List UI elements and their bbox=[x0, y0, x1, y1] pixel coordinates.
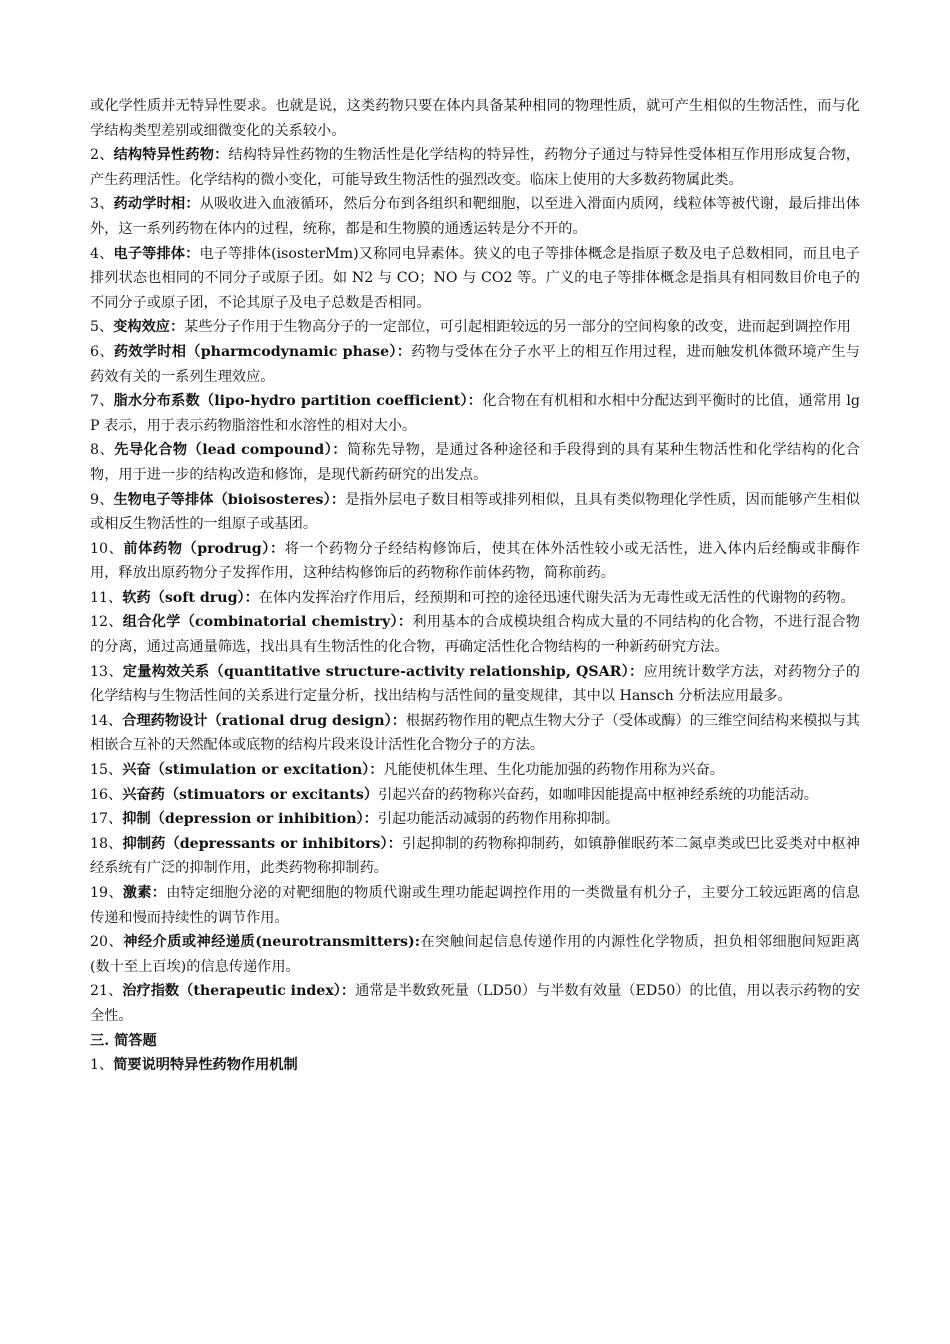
definition-text: 在突触间起信息传递作用的内源性化学物质，担负相邻细胞间短距离(数十至上百埃)的信息传递作用。 bbox=[90, 934, 860, 975]
definition-item bbox=[90, 389, 860, 438]
definition-text: 根据药物作用的靶点生物大分子（受体或酶）的三维空间结构来模拟与其相嵌合互补的天然配体或底物的结构片段来设计活性化合物分子的方法。 bbox=[90, 712, 860, 754]
definition-number: 20、 bbox=[90, 934, 124, 951]
definition-term: 激素： bbox=[122, 885, 167, 901]
definition-number: 6、 bbox=[90, 343, 114, 360]
definition-number: 8、 bbox=[90, 442, 115, 459]
definition-text: 引起抑制的药物称抑制药，如镇静催眠药苯二氮卓类或巴比妥类对中枢神经系统有广泛的抑制作用，此类药物称抑制药。 bbox=[90, 835, 860, 877]
definition-item bbox=[90, 242, 860, 316]
section-heading: 三. 简答题 bbox=[90, 1032, 157, 1049]
definition-text: 是指外层电子数目相等或排列相似，且具有类似物理化学性质，因而能够产生相似或相反生物活性的一组原子或基团。 bbox=[90, 491, 860, 533]
definition-item bbox=[90, 783, 860, 808]
definition-term: 生物电子等排体（bioisosteres）： bbox=[113, 491, 346, 508]
definition-text: 凡能使机体生理、生化功能加强的药物作用称为兴奋。 bbox=[383, 762, 724, 779]
question-item bbox=[90, 1053, 860, 1078]
definition-number: 9、 bbox=[90, 491, 114, 508]
definition-item bbox=[90, 610, 860, 659]
definition-text: 简称先导物，是通过各种途径和手段得到的具有某种生物活性和化学结构的化合物，用于进一步的结构改造和修饰，是现代新药研究的出发点。 bbox=[90, 442, 860, 483]
definition-item bbox=[90, 586, 860, 611]
definition-term: 抑制药（depressants or inhibitors）： bbox=[122, 835, 403, 852]
definition-number: 18、 bbox=[90, 835, 123, 852]
definition-text: 将一个药物分子经结构修饰后，使其在体外活性较小或无活性，进入体内后经酶或非酶作用，释放出原药物分子发挥作用，这种结构修饰后的药物称作前体药物，简称前药。 bbox=[90, 540, 860, 582]
definition-term: 组合化学（combinatorial chemistry）： bbox=[122, 614, 413, 631]
definition-term: 兴奋药（stimuators or excitants） bbox=[122, 786, 379, 803]
definition-number: 15、 bbox=[90, 762, 123, 779]
document-page bbox=[90, 94, 860, 1078]
definition-term: 脂水分布系数（lipo-hydro partition coefficient）： bbox=[113, 393, 483, 410]
definition-item bbox=[90, 979, 860, 1028]
definition-term: 先导化合物（lead compound）： bbox=[114, 442, 347, 459]
definition-item bbox=[90, 438, 860, 487]
definition-number: 16、 bbox=[90, 786, 123, 803]
definition-text: 引起功能活动减弱的药物作用称抑制。 bbox=[377, 811, 620, 828]
question-text: 简要说明特异性药物作用机制 bbox=[113, 1057, 298, 1074]
definition-term: 抑制（depression or inhibition）： bbox=[122, 811, 378, 828]
definition-text: 通常是半数致死量（LD50）与半数有效量（ED50）的比值，用以表示药物的安全性。 bbox=[90, 983, 860, 1024]
definition-number: 17、 bbox=[90, 811, 123, 828]
definition-item bbox=[90, 758, 860, 783]
definition-number: 12、 bbox=[90, 614, 123, 631]
definition-term: 药动学时相： bbox=[113, 196, 200, 213]
definition-item bbox=[90, 881, 860, 930]
definition-text: 应用统计数学方法，对药物分子的化学结构与生物活性间的关系进行定量分析，找出结构与活性间的量变规律，其中以 Hansch 分析法应用最多。 bbox=[90, 663, 860, 705]
definition-item bbox=[90, 488, 860, 537]
definition-item bbox=[90, 315, 860, 340]
definition-text: 结构特异性药物的生物活性是化学结构的特异性，药物分子通过与特异性受体相互作用形成复合物，产生药理活性。化学结构的微小变化，可能导致生物活性的强烈改变。临床上使用的大多数药物属此类。 bbox=[90, 147, 860, 188]
definition-item bbox=[90, 537, 860, 586]
definition-item bbox=[90, 660, 860, 709]
definition-item bbox=[90, 930, 860, 979]
definition-text: 某些分子作用于生物高分子的一定部位，可引起相距较远的另一部分的空间构象的改变，进而起到调控作用 bbox=[184, 319, 851, 336]
definition-term: 治疗指数（therapeutic index）： bbox=[122, 983, 356, 1000]
definition-number: 14、 bbox=[90, 712, 123, 729]
definition-term: 软药（soft drug）： bbox=[122, 589, 259, 606]
definition-term: 药效学时相（pharmcodynamic phase）： bbox=[113, 343, 412, 360]
definition-number: 11、 bbox=[90, 589, 123, 606]
definition-term: 定量构效关系（quantitative structure-activity relationship, QSAR）： bbox=[122, 663, 644, 680]
definition-number: 10、 bbox=[90, 540, 124, 557]
definition-item bbox=[90, 709, 860, 758]
definition-text: 从吸收进入血液循环，然后分布到各组织和靶细胞，以至进入滑面内质网，线粒体等被代谢，最后排出体外，这一系列药物在体内的过程，统称，都是和生物膜的通透运转是分不开的。 bbox=[90, 196, 860, 237]
definition-term: 合理药物设计（rational drug design）： bbox=[122, 712, 406, 729]
definition-number: 7、 bbox=[90, 393, 114, 410]
definition-item bbox=[90, 143, 860, 192]
definition-term: 电子等排体： bbox=[113, 245, 200, 262]
definition-text: 化合物在有机相和水相中分配达到平衡时的比值，通常用 lg P 表示，用于表示药物脂溶性和水溶性的相对大小。 bbox=[90, 393, 860, 434]
definition-item bbox=[90, 192, 860, 241]
definition-term: 前体药物（prodrug）： bbox=[123, 540, 285, 557]
definition-number: 19、 bbox=[90, 885, 123, 901]
definition-number: 13、 bbox=[90, 663, 123, 680]
definition-number: 3、 bbox=[90, 196, 114, 213]
definition-text: 药物与受体在分子水平上的相互作用过程，进而触发机体微环境产生与药效有关的一系列生理效应。 bbox=[90, 343, 860, 385]
definition-item bbox=[90, 807, 860, 832]
definition-number: 4、 bbox=[90, 245, 114, 262]
definition-number: 5、 bbox=[90, 319, 114, 336]
definition-list bbox=[90, 143, 860, 1028]
definition-number: 21、 bbox=[90, 983, 123, 1000]
definition-term: 兴奋（stimulation or excitation）： bbox=[122, 762, 384, 779]
definition-term: 变构效应： bbox=[113, 319, 185, 336]
definition-text: 由特定细胞分泌的对靶细胞的物质代谢或生理功能起调控作用的一类微量有机分子，主要分工较远距离的信息传递和慢而持续性的调节作用。 bbox=[90, 885, 860, 926]
definition-text: 引起兴奋的药物称兴奋药，如咖啡因能提高中枢神经系统的功能活动。 bbox=[378, 786, 818, 803]
definition-item bbox=[90, 340, 860, 389]
definition-text: 利用基本的合成模块组合构成大量的不同结构的化合物，不进行混合物的分离，通过高通量筛选，找出具有生物活性的化合物，再确定活性化合物结构的一种新药研究方法。 bbox=[90, 614, 860, 656]
intro-paragraph: 或化学性质并无特异性要求。也就是说，这类药物只要在体内具备某种相同的物理性质，就可产生相似的生物活性，而与化学结构类型差别或细微变化的关系较小。 bbox=[90, 98, 860, 139]
definition-term: 神经介质或神经递质(neurotransmitters): bbox=[123, 934, 420, 951]
definition-term: 结构特异性药物： bbox=[113, 147, 229, 164]
definition-number: 2、 bbox=[90, 147, 114, 164]
definition-text: 电子等排体(isosterMm)又称同电异素体。狭义的电子等排体概念是指原子数及电子总数相同，而且电子排列状态也相同的不同分子或原子团。如 N2 与 CO；NO 与 CO2 等。广义的电子等排体概念是指具有相同数目价电子的不同分子或原子团，不论其原子及电子总数是否相同。 bbox=[90, 245, 860, 311]
definition-item bbox=[90, 832, 860, 881]
question-number: 1、 bbox=[90, 1057, 114, 1074]
definition-text: 在体内发挥治疗作用后，经预期和可控的途径迅速代谢失活为无毒性或无活性的代谢物的药物。 bbox=[258, 589, 855, 606]
